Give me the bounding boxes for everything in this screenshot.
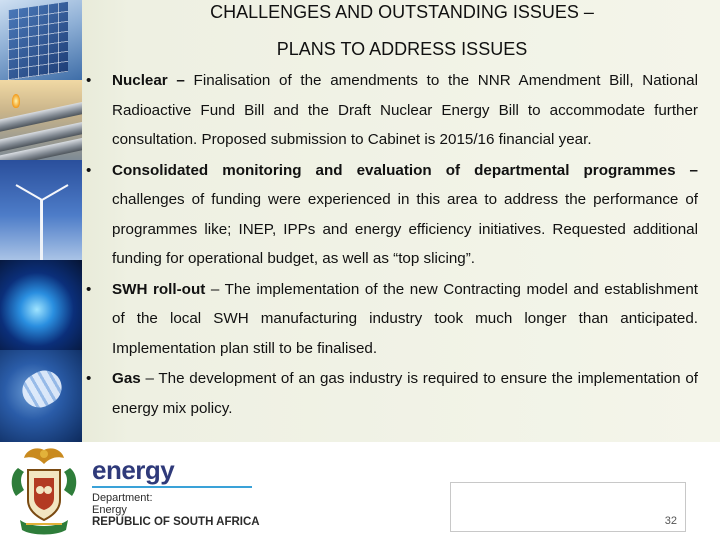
bullet-item-nuclear <box>86 66 698 155</box>
bullet-term: SWH roll-out <box>112 280 206 298</box>
bullet-term: Nuclear – <box>112 72 185 89</box>
bullet-marker: • <box>86 370 92 387</box>
brand-divider <box>92 486 252 488</box>
gas-flame-image <box>0 260 82 350</box>
department-label: Department: <box>92 492 153 504</box>
solar-panel-image <box>0 0 82 80</box>
bullet-text: challenges of funding were experienced in this area to address the performance of programmes like; INEP, IPPs and energy efficiency initiatives. Requested additional funding for operational budget, as well as “top slicing”. <box>112 191 698 267</box>
bullet-item-monitoring <box>86 156 698 274</box>
bullet-text: – The implementation of the new Contracting model and establishment of the local SWH manufacturing industry took much longer than anticipated. Implementation plan still to be finalised. <box>112 280 698 357</box>
coat-of-arms-logo <box>6 444 82 536</box>
energy-saving-bulb-image <box>0 350 82 442</box>
country-name: REPUBLIC OF SOUTH AFRICA <box>92 516 260 528</box>
slide-footer <box>0 442 720 540</box>
department-name: Energy <box>92 504 127 516</box>
bullet-list <box>86 66 698 424</box>
bullet-marker: • <box>86 72 92 89</box>
brand-name: energy <box>92 455 175 485</box>
bullet-term: Consolidated monitoring and evaluation of departmental programmes – <box>112 161 698 179</box>
slide-title-line-1: CHALLENGES AND OUTSTANDING ISSUES – <box>210 2 594 22</box>
department-branding <box>92 456 260 528</box>
gas-pipeline-image <box>0 80 82 160</box>
bullet-marker: • <box>86 280 92 298</box>
bullet-marker: • <box>86 161 92 179</box>
page-number-box <box>450 482 686 532</box>
energy-image-strip <box>0 0 82 442</box>
bullet-term: Gas <box>112 370 141 387</box>
wind-turbine-image <box>0 160 82 260</box>
page-number: 32 <box>664 515 677 527</box>
bullet-text: – The development of an gas industry is required to ensure the implementation of energy mix policy. <box>112 370 698 417</box>
bullet-text: Finalisation of the amendments to the NNR Amendment Bill, National Radioactive Fund Bill and the Draft Nuclear Energy Bill to accommodate further consultation. Proposed submission to Cabinet is 2015/16 financial year. <box>112 72 699 148</box>
slide-title-line-2: PLANS TO ADDRESS ISSUES <box>276 39 528 59</box>
bullet-item-swh <box>86 275 698 364</box>
bullet-item-gas <box>86 364 698 423</box>
